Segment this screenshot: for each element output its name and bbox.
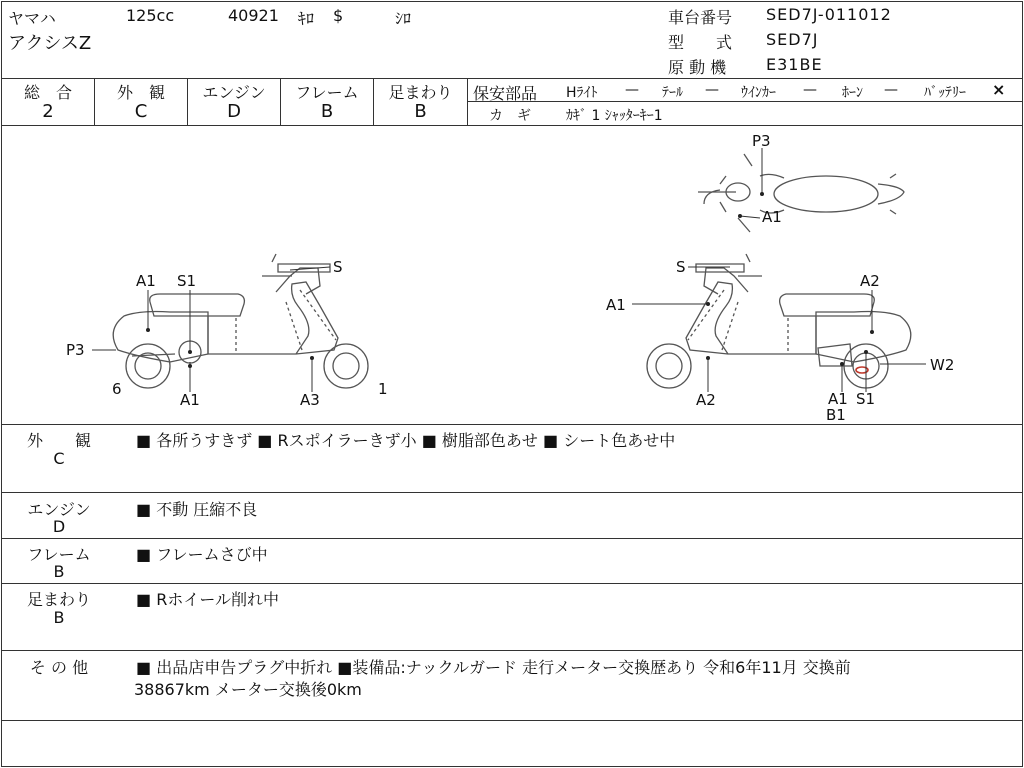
- note-engine-category: エンジン: [27, 500, 91, 519]
- label-right-A2-bottom: A2: [696, 391, 716, 409]
- safety-horn: ﾎｰﾝ: [842, 85, 863, 101]
- note-frame-category: フレーム: [27, 545, 91, 564]
- label-left-6: 6: [112, 380, 122, 398]
- grade-frame-value: B: [320, 101, 334, 122]
- note-suspension-category: 足まわり: [26, 590, 91, 609]
- note-frame-text: ■ フレームさび中: [136, 545, 268, 564]
- grade-exterior-value: C: [134, 101, 148, 122]
- chassis-value: SED7J-011012: [766, 5, 892, 24]
- damage-diagram: [0, 126, 1024, 424]
- rule: [1, 583, 1023, 584]
- grade-engine-label: エンジン: [202, 83, 266, 102]
- safety-horn-status: —: [884, 82, 898, 98]
- key-value: ｶｷﾞ 1 ｼｬｯﾀｰｷｰ1: [566, 108, 663, 124]
- safety-winker-status: —: [803, 82, 817, 98]
- note-other-text-line2: 38867km メーター交換後0km: [134, 680, 362, 699]
- label-right-S1: S1: [856, 390, 876, 408]
- engine-label: 原 動 機: [668, 58, 727, 77]
- safety-battery-status: ×: [992, 80, 1006, 99]
- note-suspension-text: ■ Rホイール削れ中: [136, 590, 280, 609]
- rule: [1, 720, 1023, 721]
- grade-suspension-label: 足まわり: [388, 83, 453, 102]
- safety-tail: ﾃｰﾙ: [662, 85, 683, 101]
- note-frame-grade: B: [53, 562, 65, 581]
- grade-total-label: 総 合: [23, 83, 72, 102]
- grade-total-value: 2: [42, 101, 54, 122]
- rule: [1, 492, 1023, 493]
- note-exterior-text: ■ 各所うすきず ■ Rスポイラーきず小 ■ 樹脂部色あせ ■ シート色あせ中: [136, 431, 676, 450]
- color: ｼﾛ: [395, 9, 412, 28]
- model-name: アクシスZ: [8, 33, 92, 54]
- type-label: 型 式: [668, 33, 733, 52]
- note-exterior-grade: C: [53, 449, 65, 468]
- label-left-S1-top: S1: [177, 272, 197, 290]
- label-right-A2-top: A2: [860, 272, 880, 290]
- safety-winker: ｳｲﾝｶｰ: [741, 85, 776, 101]
- currency: $: [333, 6, 344, 25]
- label-right-A1-bottom: A1: [828, 390, 848, 408]
- note-other-category: そ の 他: [29, 658, 89, 677]
- type-value: SED7J: [766, 30, 819, 49]
- rule: [1, 538, 1023, 539]
- grade-suspension-value: B: [414, 101, 427, 122]
- grade-exterior-label: 外 観: [116, 83, 165, 102]
- label-left-A1-bottom: A1: [180, 391, 200, 409]
- note-suspension-grade: B: [53, 608, 65, 627]
- label-right-W2: W2: [930, 356, 955, 374]
- top-view-scooter: [698, 154, 904, 232]
- rule: [1, 650, 1023, 651]
- label-right-B1: B1: [826, 406, 846, 424]
- label-right-A1: A1: [606, 296, 626, 314]
- safety-label: 保安部品: [473, 84, 538, 103]
- maker: ヤマハ: [8, 9, 56, 28]
- grade-frame-label: フレーム: [295, 83, 359, 102]
- safety-headlight: Hﾗｲﾄ: [566, 85, 598, 101]
- note-exterior-category: 外 観: [26, 431, 91, 450]
- displacement: 125cc: [126, 6, 175, 25]
- safety-headlight-status: —: [625, 82, 639, 98]
- key-label: カ ギ: [489, 108, 531, 124]
- note-other-text: ■ 出品店申告プラグ中折れ ■装備品:ナックルガード 走行メーター交換歴あり 令和6年11月 交換前: [136, 658, 851, 677]
- label-top-A1: A1: [762, 208, 782, 226]
- label-left-A1-top: A1: [136, 272, 156, 290]
- mileage: 40921: [228, 6, 279, 25]
- label-left-S: S: [333, 258, 343, 276]
- label-left-A3: A3: [300, 391, 320, 409]
- engine-value: E31BE: [766, 55, 823, 74]
- safety-tail-status: —: [705, 82, 719, 98]
- rule: [1, 78, 1023, 79]
- rule: [1, 424, 1023, 425]
- label-left-P3: P3: [66, 341, 85, 359]
- label-right-S: S: [676, 258, 686, 276]
- rule: [467, 78, 468, 125]
- safety-battery: ﾊﾞｯﾃﾘｰ: [924, 85, 966, 101]
- mileage-unit: ｷﾛ: [298, 9, 315, 28]
- label-top-P3: P3: [752, 132, 771, 150]
- label-left-1: 1: [378, 380, 388, 398]
- chassis-label: 車台番号: [668, 8, 733, 27]
- note-engine-grade: D: [52, 517, 66, 536]
- note-engine-text: ■ 不動 圧縮不良: [136, 500, 258, 519]
- grade-engine-value: D: [227, 101, 241, 122]
